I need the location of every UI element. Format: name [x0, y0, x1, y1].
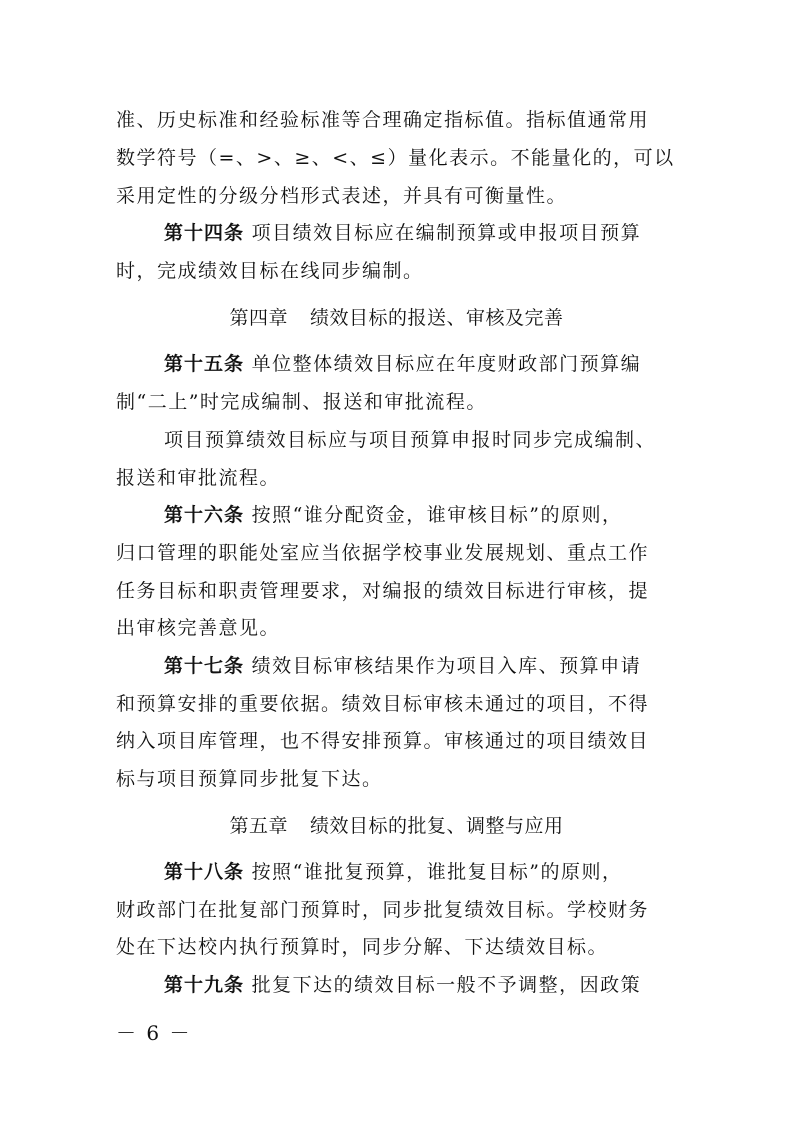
page-number: － 6 －: [116, 1021, 192, 1045]
article-14-text: 项目绩效目标应在编制预算或申报项目预算: [251, 222, 642, 244]
chapter-4-title: 绩效目标的报送、审核及完善: [310, 307, 564, 329]
chapter-4-heading: [0, 306, 793, 330]
article-18-text: 按照“谁批复预算，谁批复目标”的原则，: [251, 861, 623, 883]
text-line: 标与项目预算同步批复下达。: [116, 768, 383, 790]
article-17: [164, 654, 641, 678]
article-14-label: 第十四条: [164, 222, 245, 244]
article-19: [164, 973, 641, 997]
text-line: 出审核完善意见。: [116, 617, 281, 639]
text-line: 制“二上”时完成编制、报送和审批流程。: [116, 391, 487, 413]
text-line: 项目预算绩效目标应与项目预算申报时同步完成编制、: [164, 429, 657, 451]
article-16-text: 按照“谁分配资金，谁审核目标”的原则，: [251, 504, 623, 526]
article-19-text: 批复下达的绩效目标一般不予调整，因政策: [251, 974, 642, 996]
chapter-5-number: 第五章: [229, 815, 288, 837]
text-line: 财政部门在批复部门预算时，同步批复绩效目标。学校财务: [116, 899, 650, 921]
article-18-label: 第十八条: [164, 861, 245, 883]
text-line: 数学符号（=、>、≥、<、≤）量化表示。不能量化的，可以: [116, 147, 675, 169]
text-line: 任务目标和职责管理要求，对编报的绩效目标进行审核，提: [116, 580, 650, 602]
article-14: [164, 221, 641, 245]
article-16: [164, 503, 623, 527]
chapter-4-number: 第四章: [229, 307, 288, 329]
article-15-text: 单位整体绩效目标应在年度财政部门预算编: [251, 353, 642, 375]
article-16-label: 第十六条: [164, 504, 245, 526]
article-15: [164, 352, 641, 376]
text-line: 准、历史标准和经验标准等合理确定指标值。指标值通常用: [116, 109, 650, 131]
text-line: 和预算安排的重要依据。绩效目标审核未通过的项目，不得: [116, 693, 650, 715]
article-19-label: 第十九条: [164, 974, 245, 996]
article-15-label: 第十五条: [164, 353, 245, 375]
article-18: [164, 860, 623, 884]
article-17-text: 绩效目标审核结果作为项目入库、预算申请: [251, 655, 642, 677]
text-line: 报送和审批流程。: [116, 467, 281, 489]
text-line: 纳入项目库管理，也不得安排预算。审核通过的项目绩效目: [116, 730, 650, 752]
article-17-label: 第十七条: [164, 655, 245, 677]
chapter-5-heading: [0, 814, 793, 838]
text-line: 归口管理的职能处室应当依据学校事业发展规划、重点工作: [116, 542, 650, 564]
text-line: 处在下达校内执行预算时，同步分解、下达绩效目标。: [116, 936, 609, 958]
text-line: 时，完成绩效目标在线同步编制。: [116, 260, 424, 282]
chapter-5-title: 绩效目标的批复、调整与应用: [310, 815, 564, 837]
text-line: 采用定性的分级分档形式表述，并具有可衡量性。: [116, 185, 568, 207]
